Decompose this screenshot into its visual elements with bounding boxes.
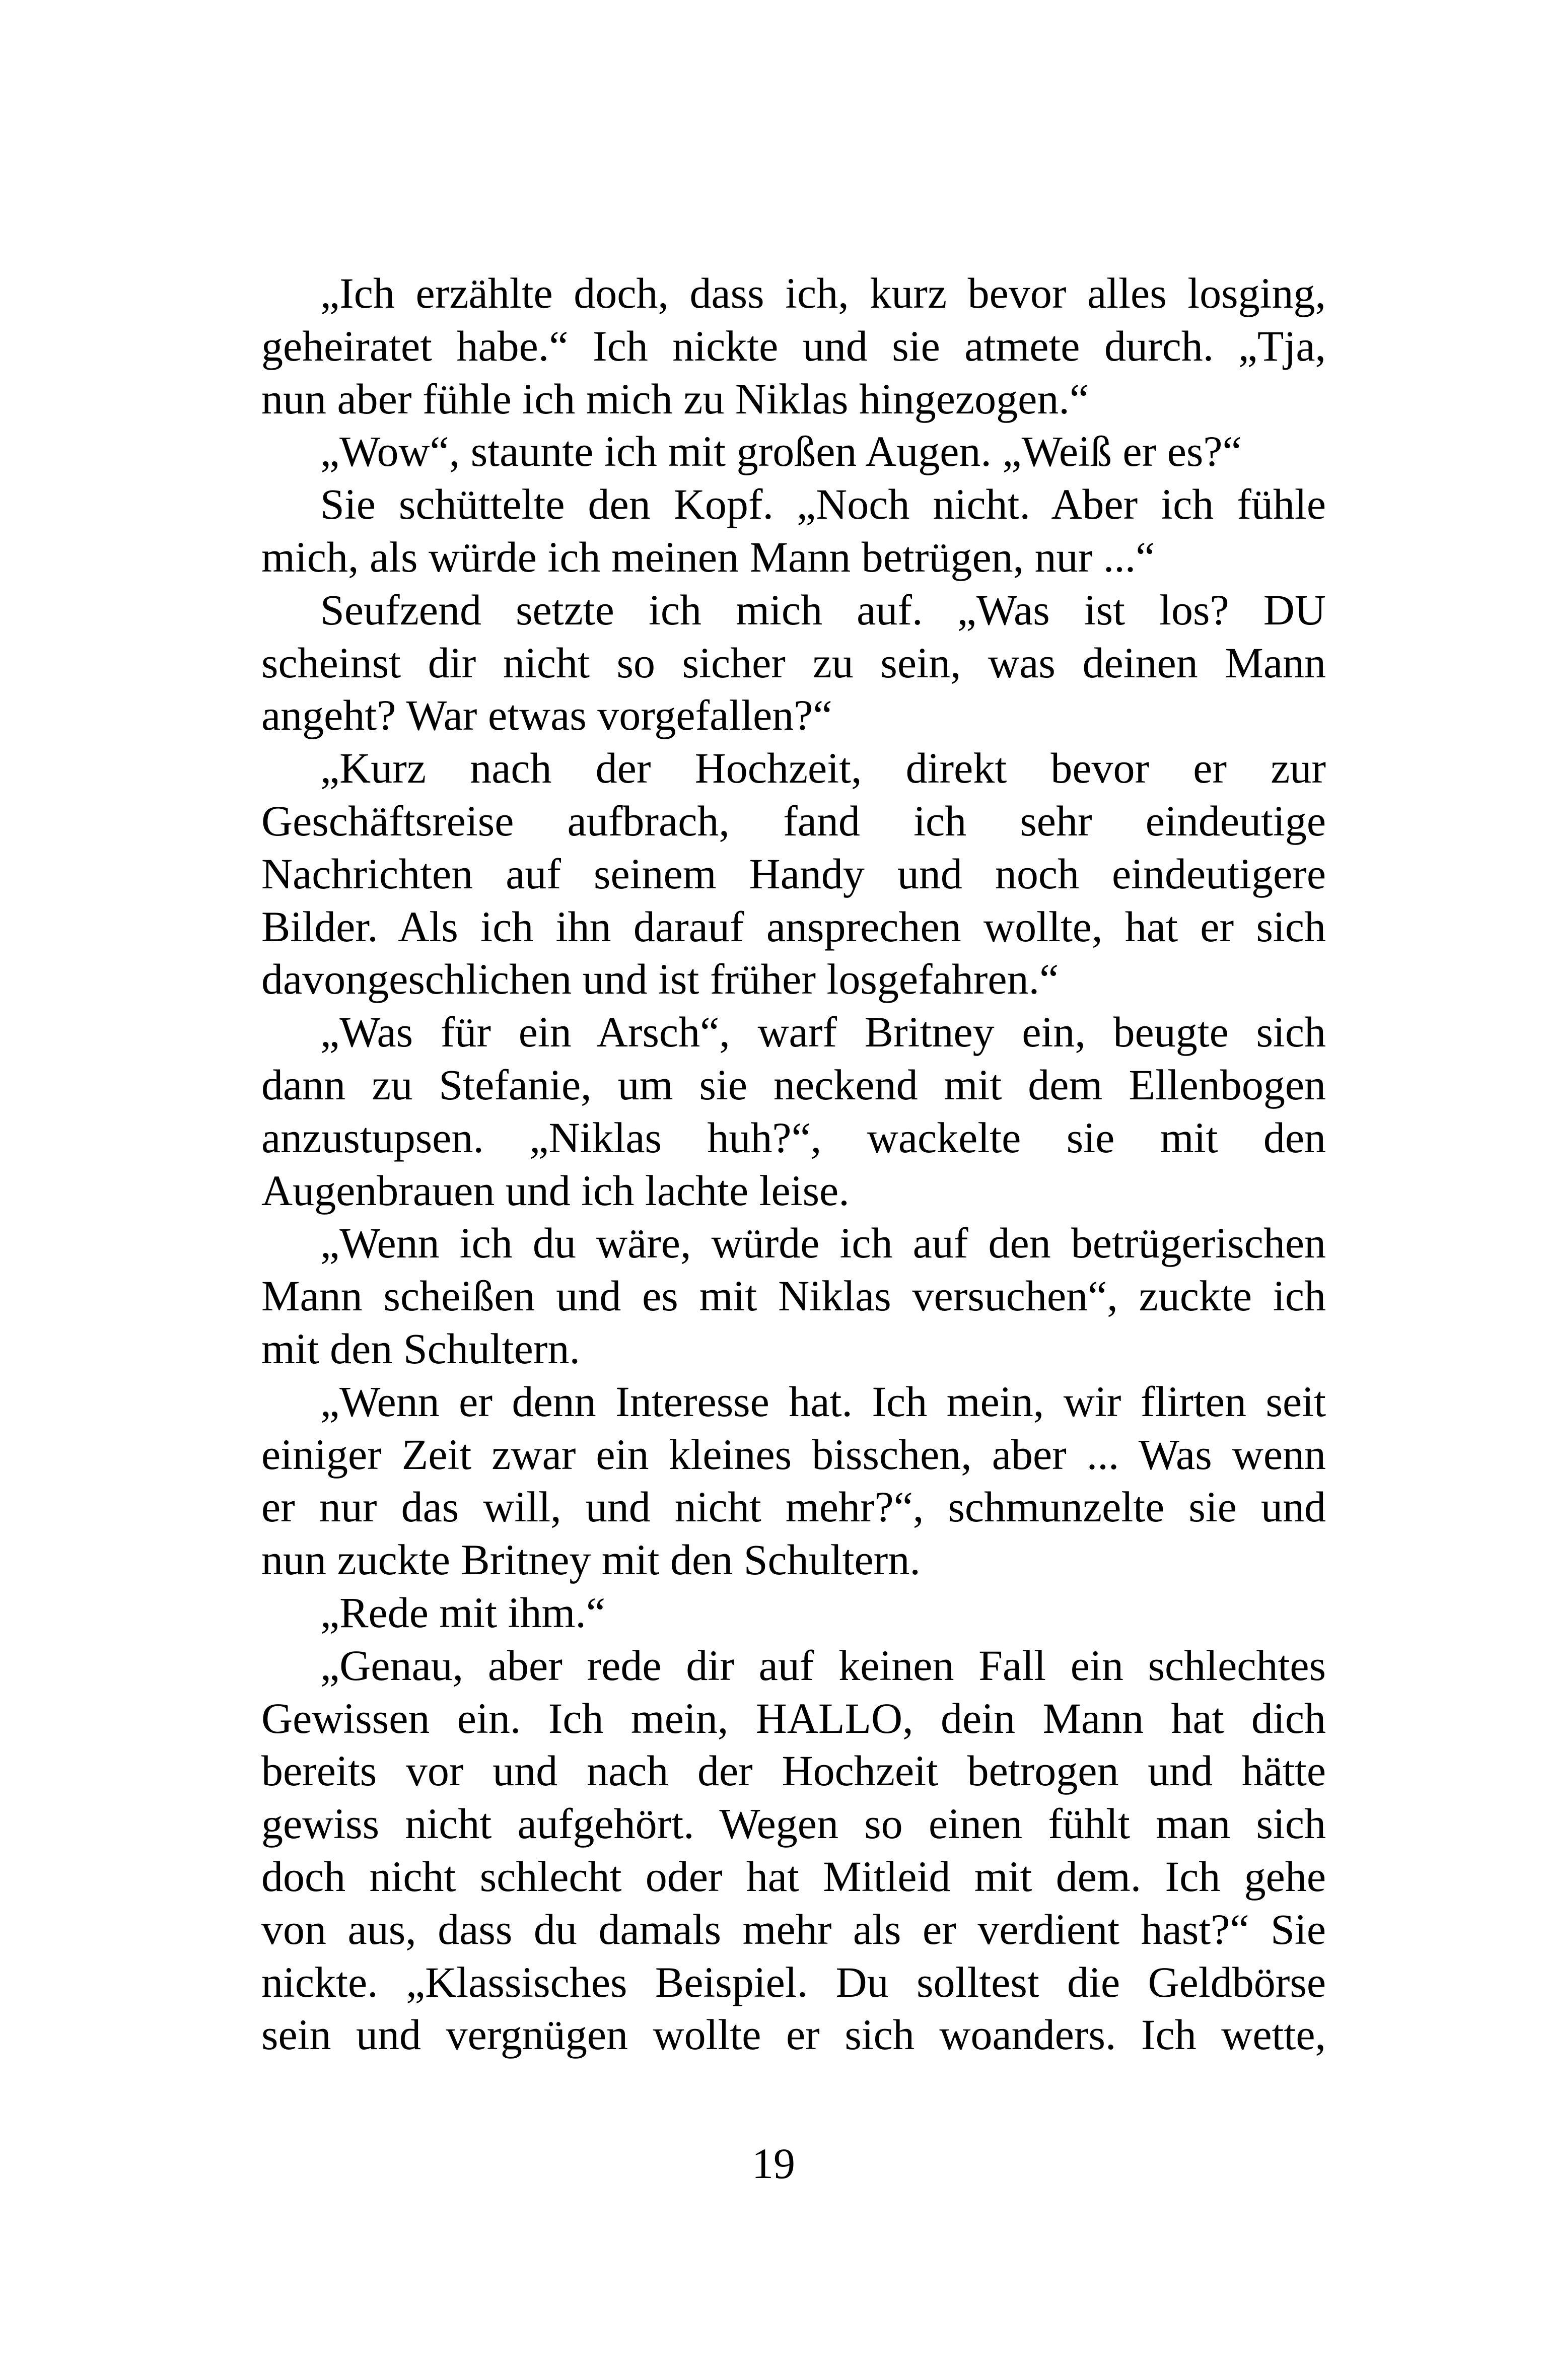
text-line: scheinst dir nicht so sicher zu sein, was deinen Mann (261, 638, 1326, 687)
text-line: er nur das will, und nicht mehr?“, schmunzelte sie und (261, 1483, 1326, 1531)
text-line: nickte. „Klassisches Beispiel. Du solltest die Geldbörse (261, 1957, 1326, 2006)
text-line: „Rede mit ihm.“ (320, 1588, 606, 1637)
text-line: doch nicht schlecht oder hat Mitleid mit dem. Ich gehe (261, 1852, 1326, 1901)
text-line: davongeschlichen und ist früher losgefahren.“ (261, 955, 1059, 1004)
text-line: „Ich erzählte doch, dass ich, kurz bevor alles losging, (320, 269, 1326, 317)
body-text (261, 267, 1326, 2061)
text-line: bereits vor und nach der Hochzeit betrogen und hätte (261, 1746, 1326, 1795)
text-line: „Genau, aber rede dir auf keinen Fall ein schlechtes (320, 1641, 1326, 1690)
text-line: „Was für ein Arsch“, warf Britney ein, beugte sich (320, 1008, 1326, 1057)
text-line: „Wenn ich du wäre, würde ich auf den betrügerischen (320, 1219, 1326, 1268)
text-line: Bilder. Als ich ihn darauf ansprechen wollte, hat er sich (261, 902, 1326, 951)
text-line: anzustupsen. „Niklas huh?“, wackelte sie mit den (261, 1113, 1326, 1162)
text-line: „Kurz nach der Hochzeit, direkt bevor er zur (320, 744, 1326, 793)
page-number: 19 (752, 2139, 795, 2188)
text-line: einiger Zeit zwar ein kleines bisschen, aber ... Was wenn (261, 1430, 1326, 1479)
text-line: Gewissen ein. Ich mein, HALLO, dein Mann hat dich (261, 1694, 1326, 1742)
text-line: Geschäftsreise aufbrach, fand ich sehr eindeutige (261, 796, 1326, 845)
text-line: von aus, dass du damals mehr als er verdient hast?“ Sie (261, 1905, 1326, 1953)
text-line: Nachrichten auf seinem Handy und noch eindeutigere (261, 849, 1326, 898)
text-line: Sie schüttelte den Kopf. „Noch nicht. Aber ich fühle (320, 480, 1326, 529)
text-line: mit den Schultern. (261, 1324, 580, 1373)
text-line: Mann scheißen und es mit Niklas versuchen“, zuckte ich (261, 1272, 1326, 1320)
text-line: angeht? War etwas vorgefallen?“ (261, 691, 832, 740)
text-line: geheiratet habe.“ Ich nickte und sie atmete durch. „Tja, (261, 321, 1326, 370)
text-line: dann zu Stefanie, um sie neckend mit dem Ellenbogen (261, 1060, 1326, 1109)
text-line: gewiss nicht aufgehört. Wegen so einen fühlt man sich (261, 1799, 1326, 1848)
text-line: „Wenn er denn Interesse hat. Ich mein, wir flirten seit (320, 1377, 1326, 1426)
text-line: „Wow“, staunte ich mit großen Augen. „Weiß er es?“ (320, 427, 1242, 476)
text-line: Augenbrauen und ich lachte leise. (261, 1166, 850, 1215)
text-line: mich, als würde ich meinen Mann betrügen, nur ...“ (261, 532, 1155, 581)
text-line: sein und vergnügen wollte er sich woanders. Ich wette, (261, 2010, 1326, 2059)
text-line: nun aber fühle ich mich zu Niklas hingezogen.“ (261, 374, 1089, 423)
text-line: Seufzend setzte ich mich auf. „Was ist los? DU (320, 585, 1326, 634)
text-line: nun zuckte Britney mit den Schultern. (261, 1535, 921, 1584)
